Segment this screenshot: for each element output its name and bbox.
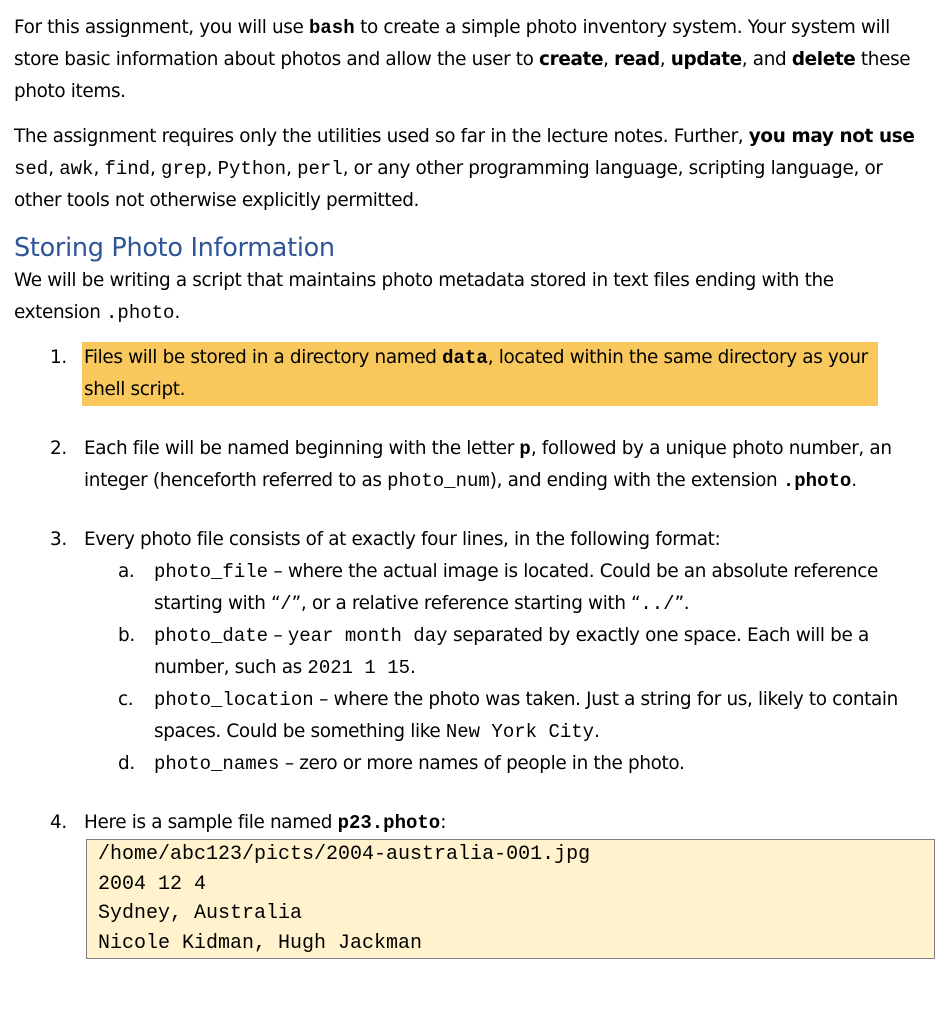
bold-read: read — [614, 49, 660, 70]
inline-code-photo-extension: .photo — [782, 470, 852, 492]
inline-code-p: p — [519, 438, 531, 460]
inline-code-sed: sed — [14, 158, 49, 180]
document-page — [14, 12, 934, 959]
bold-update: update — [670, 49, 742, 70]
sub-item-photo-names: d. photo_names – zero or more names of people in the photo. — [84, 748, 920, 780]
inline-code-data: data — [442, 347, 488, 369]
sub-letter: c. — [118, 689, 134, 710]
list-number: 4. — [50, 812, 67, 833]
inline-code-grep: grep — [161, 158, 207, 180]
list-item: 3. Every photo file consists of at exactly four lines, in the following format: — [14, 524, 934, 556]
section-intro: We will be writing a script that maintains photo metadata stored in text files ending with the extension .photo. — [14, 270, 834, 324]
sub-list — [14, 556, 934, 780]
sub-letter: d. — [118, 753, 135, 774]
inline-code-p23-photo: p23.photo — [337, 812, 441, 834]
inline-code-awk: awk — [59, 158, 94, 180]
restrictions-paragraph: The assignment requires only the utilities used so far in the lecture notes. Further, you may not use sed, awk, find, grep, Python, perl, or any other programming language, scripting language, or other tools not otherwise explicitly permitted. — [14, 126, 915, 211]
sub-letter: a. — [118, 561, 135, 582]
intro-paragraph: For this assignment, you will use bash to create a simple photo inventory system. Your system will store basic information about photos and allow the user to create, read, update, and delete these photo items. — [14, 17, 911, 102]
list-number: 3. — [50, 529, 67, 550]
code-line: 2004 12 4 — [98, 872, 207, 896]
bold-create: create — [539, 49, 604, 70]
sample-file-code-block — [86, 839, 935, 959]
list-item — [14, 342, 934, 406]
list-number: 2. — [50, 438, 67, 459]
list-item: 2. Each file will be named beginning with the letter p, followed by a unique photo number, an integer (henceforth referred to as photo_num), and ending with the extension .photo. — [14, 433, 920, 497]
section-heading: Storing Photo Information — [14, 233, 335, 263]
list-item: 4. Here is a sample file named p23.photo: — [14, 807, 934, 839]
sub-letter: b. — [118, 625, 135, 646]
inline-code-find: find — [104, 158, 151, 180]
bold-delete: delete — [791, 49, 856, 70]
sub-item-photo-file: a. photo_file – where the actual image is located. Could be an absolute reference starting with “/”, or a relative reference starting with “../”. — [84, 556, 920, 620]
inline-code-photo-ext: .photo — [106, 302, 175, 324]
code-line: Nicole Kidman, Hugh Jackman — [98, 931, 423, 955]
highlighted-text: Files will be stored in a directory named data, located within the same directory as your shell script. — [82, 342, 878, 406]
inline-code-bash: bash — [309, 17, 355, 39]
list-number: 1. — [50, 347, 67, 368]
code-line: Sydney, Australia — [98, 902, 303, 925]
inline-code-python: Python — [217, 158, 287, 180]
sub-item-photo-location: c. photo_location – where the photo was taken. Just a string for us, likely to contain spaces. Could be something like New York City. — [84, 684, 920, 748]
inline-code-photo-num: photo_num — [387, 470, 490, 492]
bold-you-may-not-use: you may not use — [748, 126, 915, 147]
code-line: /home/abc123/picts/2004-australia-001.jpg — [98, 843, 591, 866]
inline-code-perl: perl — [297, 158, 343, 180]
sub-item-photo-date: b. photo_date – year month day separated by exactly one space. Each will be a number, such as 2021 1 15. — [84, 620, 920, 684]
